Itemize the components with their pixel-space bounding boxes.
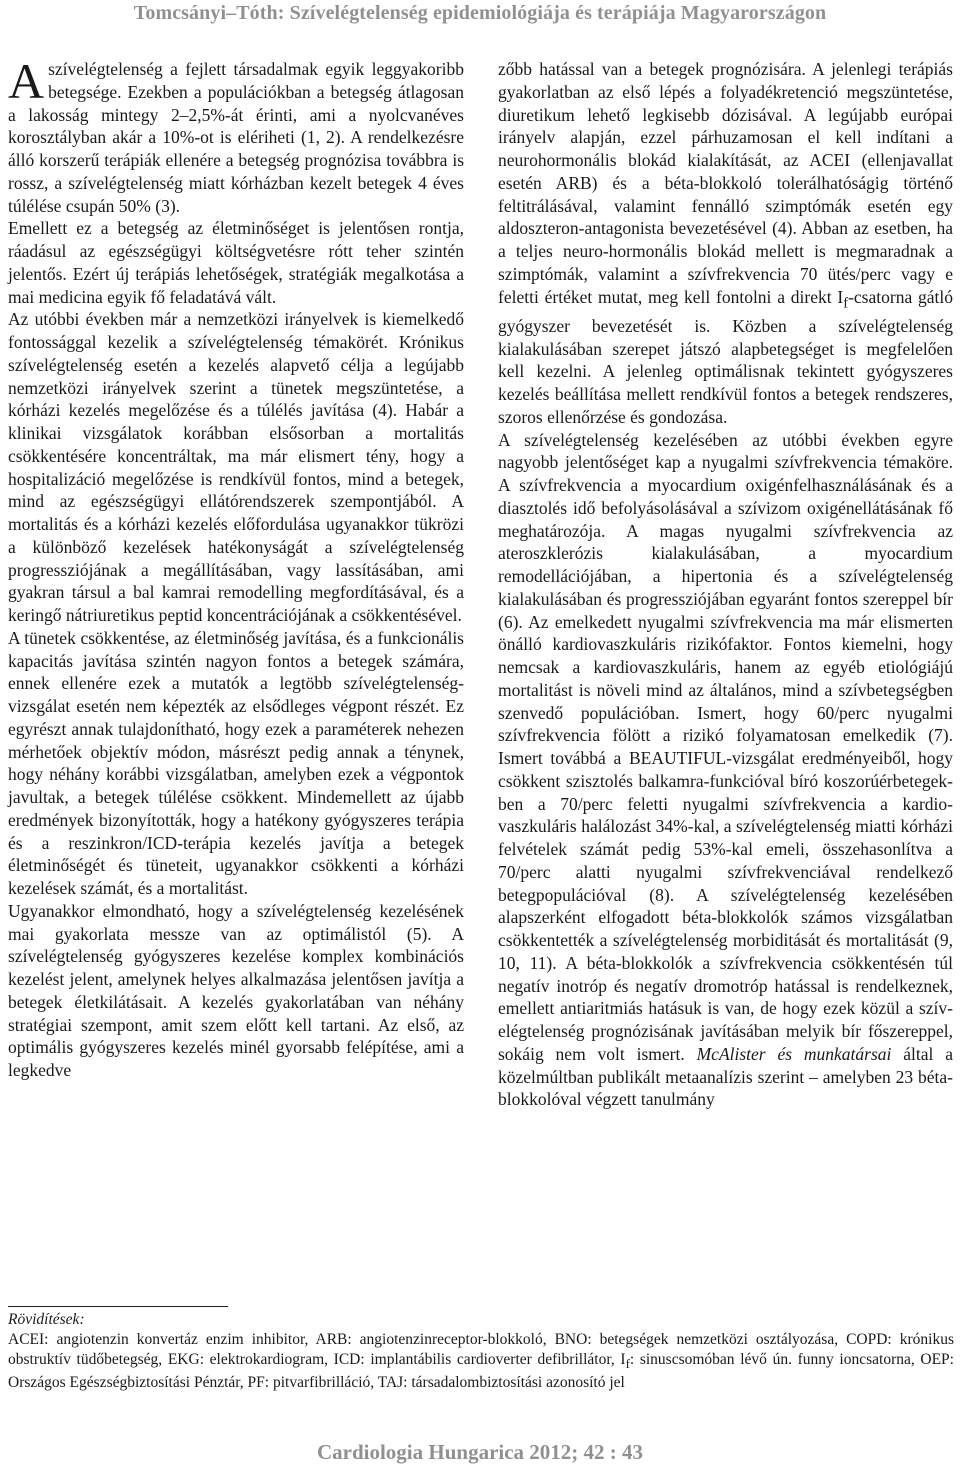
abbreviations-title: Rövidítések: — [8, 1311, 85, 1328]
paragraph-guidelines: Az utóbbi években már a nemzetközi irányelvek is kiemelkedő fontossággal kezelik a szívelégtelenség témakörét. Krónikus szívelégtelenség esetén a kezelés alapvető célja a legújabb nemzetközi irányelvek szerint a tünetek megszüntetése, a kórházi kezelés megelőzése és a túlélés javítása (4). Habár a klinikai vizsgálatok korábban elsősorban a mortalitás csökkentésére koncentráltak, ma már elismert tény, hogy a hospitalizáció megelőzése is rendkívül fontos, mind a betegek, mind az egészségügyi ellátórendszerek szempontjából. A mortalitás és a kórházi kezelés előfordulása ugyanakkor tükrözi a különböző kezelések hatékonyságát a szívelégtelenség progressziójának a megállításában, vagy lassításában, ami gyakran társul a bal kamrai remodelling megfordításával, és a keringő nátriuretikus peptid koncentrációjának a csökkentésével. — [8, 309, 464, 625]
therapy-text-a: zőbb hatással van a betegek prognózisára. A jelenlegi terápiás gyakorlatban az első lépés a folyadékretenció megszüntetése, diuretikum lehető legkisebb dózisával. A legújabb európai irányelv alapján, ezzel párhuzamosan el kell indítani a neurohormonális blokád kialakítását, az ACEI (ellenjavallat esetén ARB) és a béta-blokkoló tolerálhatóságig történő feltitrálásával, valamint fennálló szimptómák esetén egy aldoszteron-antagonista bevezetésével (4). Abban az esetben, ha a teljes neuro-hormonális blokád mellett is megmaradnak a szimptómák, valamint a szívfrekvencia 70 ütés/perc vagy e feletti értéket mutat, meg kell fontolni a direkt I — [498, 59, 953, 307]
drop-cap: A — [8, 53, 45, 109]
journal-footer: Cardiologia Hungarica 2012; 42 : 43 — [316, 1440, 644, 1464]
paragraph-symptoms: A tünetek csökkentése, az életminőség javítása, és a funkcionális kapacitás javítása szintén nagyon fontos a betegek számára, ennek ellenére ezek a mutatók a legtöbb szívelégtelenség-vizsgálat esetén nem képezték az elsődleges végpont részét. Ez egyrészt annak tulajdonítható, hogy ezek a paraméterek nehezen mérhetőek objektív módon, másrészt pedig annak a ténynek, hogy néhány korábbi vizsgálatban, amelyben ezek a végpontok javultak, a betegek túlélése csökkent. Mindemellett az újabb eredmények bizonyították, hogy a hatékony gyógyszeres terápia és a reszinkron/ICD-terápia kezelés javítja a betegek életminőségét és tüneteit, ugyanakkor csökkenti a kórházi kezelések számát, és a mortalitást. — [8, 627, 464, 898]
abbreviations-text-b: : sinuscsomóban lévő ún. funny ioncsatorna, OEP: Országos Egészségbiztosítási Pénztár, PF: pitvarfibrilláció, TAJ: társadalombiztosítási azonosító jel — [8, 1350, 954, 1392]
footnote-divider — [8, 1306, 228, 1307]
paragraph-intro — [8, 53, 464, 217]
if-subscript: f — [843, 295, 849, 311]
abbreviations-list — [8, 1330, 954, 1393]
paragraph-therapy-steps — [498, 58, 953, 429]
running-header: Tomcsányi–Tóth: Szívelégtelenség epidemiológiája és terápiája Magyarországon — [133, 2, 827, 24]
paragraph-current-practice: Ugyanakkor elmondható, hogy a szívelégtelenség kezelésének mai gyakorlata messze van az optimálistól (5). A szívelégtelenség gyógyszeres kezelése komplex kombinációs kezelést jelent, amelynek helyes alkalmazása jelentősen javítja a betegek életkilátásait. A kezelés gyakorlatában van néhány stratégiai szempont, amit szem előtt kell tartani. Az első, az optimális gyógyszeres kezelés minél gyorsabb felépítése, ami a legkedve — [8, 900, 464, 1080]
paragraph-intro-text: szívelégtelenség a fejlett társadalmak egyik leggyakoribb betegsége. Ezekben a populációkban a betegség átlagosan a lakosság mintegy 2–2,5%-át érinti, ami a nyolcvanéves korosztályban akár a 10%-ot is elériheti (1, 2). A rendelkezésre álló korszerű terápiák ellenére a betegség prognózisa továbbra is rossz, a szívelégtelenség miatt kórházban kezelt betegek 4 éves túlélése csupán 50% (3). — [8, 59, 464, 216]
paragraph-quality-of-life: Emellett ez a betegség az életminőséget is jelentősen rontja, ráadásul az egészségügyi költségvetésre rótt teher szintén jelentős. Ezért új terápiás lehetőségek, stratégiák megalkotása a mai medicina egyik fő feladatává vált. — [8, 218, 464, 307]
therapy-text-b: -csatorna gátló gyógyszer bevezetését is. Közben a szívelégtelenség kialakulásában szerepet játszó alapbetegséget is megfelelően kell kezelni. A jelenleg optimálisnak tekintett gyógyszeres kezelés beállítása mellett rendkívül fontos a betegek rendszeres, szoros ellenőrzése és gondozása. — [498, 286, 953, 427]
right-column — [498, 58, 953, 1111]
abbreviations-text-a: ACEI: angiotenzin konvertáz enzim inhibitor, ARB: angiotenzinreceptor-blokkoló, BNO: betegségek nemzetközi osztályozása, COPD: krónikus obstruktív tüdőbetegség, EKG: elektrokardiogram, ICD: implantábilis cardioverter defibrillátor, I — [8, 1330, 954, 1368]
abbreviations-footnote — [8, 1310, 954, 1393]
heart-rate-text-a: A szívelégtelenség kezelésében az utóbbi években egyre nagyobb jelentőséget kap a nyugalmi szívfrekvencia témaköre. A szívfrekvencia a myocardium oxigénfelhasználásának és a diasztolés idő befolyásolásával a szívizom oxigénellátásának fő meghatározója. A magas nyugalmi szívfrekvencia az ateroszklerózis kialakulásában, a myocardium remodellációjában, a hipertonia és a szívelégtelenség kialakulásában és progressziójában egyaránt fontos szereppel bír (6). Az emelkedett nyugalmi szívfrekvencia ma már elismerten önálló kardiovaszkuláris rizikófaktor. Fontos kiemelni, hogy nemcsak a kardiovaszkuláris, hanem az egyéb etiológiájú mortalitást is növeli mind az általános, mind a szívbetegségben szenvedő populációban. Ismert, hogy 60/perc nyugalmi szívfrekvencia fölött a rizikó folyamatosan emelkedik (7). Ismert továbbá a BEAUTIFUL-vizsgálat eredményeiből, hogy csökkent szisztolés balkamra-funkcióval bíró koszorúérbetegekben a 70/perc feletti nyugalmi szívfrekvencia a kardiovaszkuláris halálozást 34%-kal, a szívelégtelenség miatti kórházi felvételek számát pedig 53%-kal emeli, összehasonlítva a 70/perc alatti nyugalmi szívfrekvenciával rendelkező betegpopulációval (8). A szívelégtelenség kezelésében alapszerként elfogadott béta-blokkolók számos vizsgálatban csökkentették a szívelégtelenség morbiditását és mortalitását (9, 10, 11). A béta-blokkolók a szívfrekvencia csökkentésén túl negatív inotróp és negatív dromotróp hatással is rendelkeznek, emellett antiaritmiás hatásuk is van, de hogy ezek közül a szívelégtelenség prognózisának javításában melyik bír főszereppel, sokáig nem volt ismert. — [498, 429, 953, 1064]
abbreviations-if-subscript: f — [625, 1355, 630, 1371]
mcalister-citation: McAlister és munkatársai — [696, 1043, 892, 1064]
paragraph-heart-rate — [498, 429, 953, 1112]
heart-rate-text-b: által a közelmúltban publikált metaanalízis szerint – amelyben 23 béta-blokkolóval végzett tanulmány — [498, 1043, 954, 1110]
left-column — [8, 53, 464, 1082]
